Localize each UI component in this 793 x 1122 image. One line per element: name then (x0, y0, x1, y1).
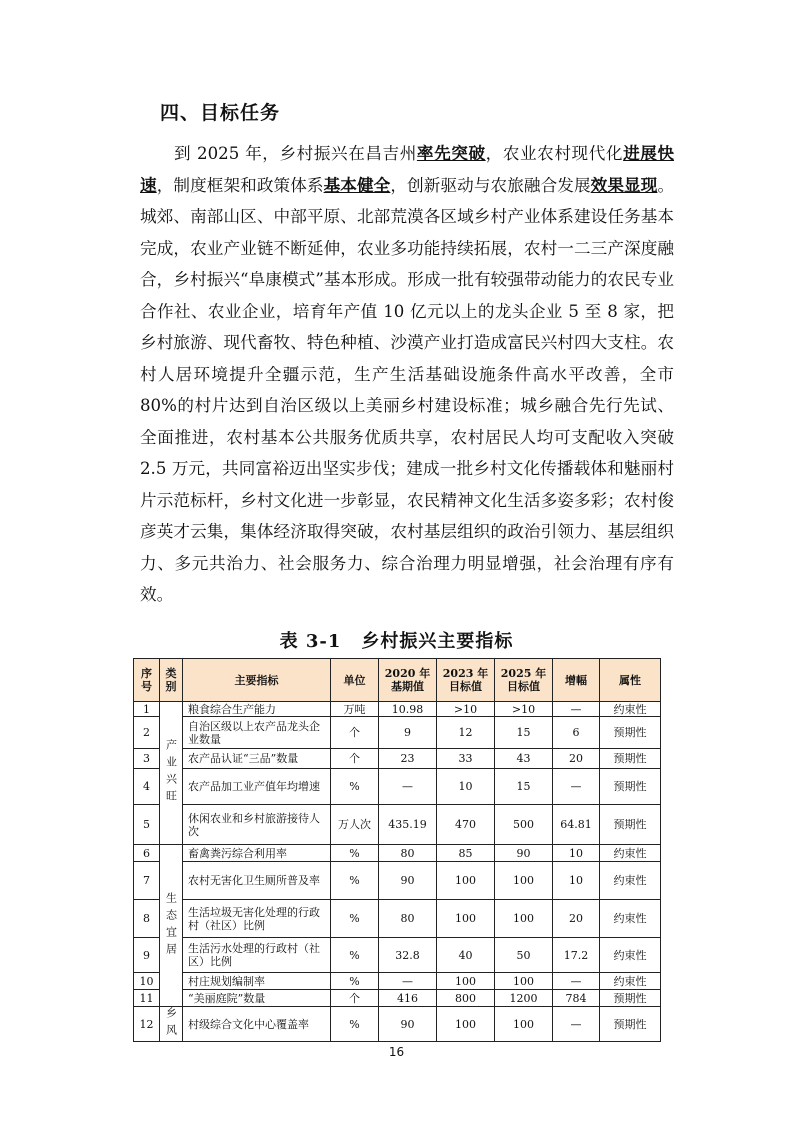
cell-2020: 9 (379, 717, 437, 749)
cell-2023: 800 (437, 990, 495, 1007)
cell-unit: 个 (331, 717, 379, 749)
cell-increase: 10 (553, 845, 600, 862)
table-header-row (134, 659, 661, 702)
cell-unit: % (331, 900, 379, 938)
cell-2025: 1200 (495, 990, 553, 1007)
cell-2020: 32.8 (379, 938, 437, 973)
cell-indicator: 生活垃圾无害化处理的行政村（社区）比例 (183, 900, 331, 938)
cell-2020: 90 (379, 862, 437, 900)
cell-2020: — (379, 769, 437, 805)
cell-seq: 10 (134, 973, 160, 990)
table-row (134, 845, 661, 862)
cell-indicator: “美丽庭院”数量 (183, 990, 331, 1007)
cell-indicator: 自治区级以上农产品龙头企业数量 (183, 717, 331, 749)
cell-unit: % (331, 1007, 379, 1042)
category-cell: 生态宜居 (160, 845, 183, 1007)
table-row (134, 769, 661, 805)
cell-unit: 个 (331, 749, 379, 769)
cell-2025: 100 (495, 973, 553, 990)
cell-2023: 40 (437, 938, 495, 973)
cell-attribute: 约束性 (600, 862, 661, 900)
header-2025: 2025 年目标值 (495, 659, 553, 702)
section-heading: 四、目标任务 (160, 102, 281, 124)
indicator-table (133, 658, 661, 1042)
cell-attribute: 预期性 (600, 749, 661, 769)
cell-2023: 85 (437, 845, 495, 862)
header-category: 类别 (160, 659, 183, 702)
cell-indicator: 农产品认证“三品”数量 (183, 749, 331, 769)
header-increase: 增幅 (553, 659, 600, 702)
header-seq: 序号 (134, 659, 160, 702)
cell-unit: 万人次 (331, 805, 379, 845)
page-number: 16 (388, 1045, 405, 1059)
cell-unit: 个 (331, 990, 379, 1007)
cell-2020: — (379, 973, 437, 990)
table-row (134, 717, 661, 749)
cell-indicator: 农村无害化卫生厕所普及率 (183, 862, 331, 900)
category-cell: 乡风 (160, 1007, 183, 1042)
cell-indicator: 休闲农业和乡村旅游接待人次 (183, 805, 331, 845)
cell-increase: 17.2 (553, 938, 600, 973)
para-emphasis-1: 率先突破 (416, 143, 486, 163)
cell-attribute: 预期性 (600, 990, 661, 1007)
cell-2023: 12 (437, 717, 495, 749)
cell-2023: 100 (437, 973, 495, 990)
cell-2025: 43 (495, 749, 553, 769)
para-text-1: 到 2025 年，乡村振兴在昌吉州 (174, 144, 417, 163)
cell-2020: 23 (379, 749, 437, 769)
header-indicator: 主要指标 (183, 659, 331, 702)
cell-2020: 80 (379, 900, 437, 938)
cell-unit: % (331, 845, 379, 862)
cell-unit: % (331, 938, 379, 973)
cell-2025: 500 (495, 805, 553, 845)
cell-2023: 10 (437, 769, 495, 805)
table-row (134, 990, 661, 1007)
cell-2023: 33 (437, 749, 495, 769)
header-unit: 单位 (331, 659, 379, 702)
cell-2020: 435.19 (379, 805, 437, 845)
cell-seq: 4 (134, 769, 160, 805)
cell-2025: 100 (495, 1007, 553, 1042)
cell-unit: 万吨 (331, 702, 379, 717)
para-text-2: ，农业农村现代化 (485, 144, 624, 163)
cell-2023: 100 (437, 862, 495, 900)
cell-unit: % (331, 769, 379, 805)
cell-indicator: 农产品加工业产值年均增速 (183, 769, 331, 805)
cell-2025: 50 (495, 938, 553, 973)
cell-2025: 15 (495, 717, 553, 749)
para-emphasis-2: 进展快速 (140, 143, 675, 195)
cell-attribute: 约束性 (600, 845, 661, 862)
cell-seq: 3 (134, 749, 160, 769)
cell-2025: 90 (495, 845, 553, 862)
cell-attribute: 约束性 (600, 900, 661, 938)
cell-seq: 8 (134, 900, 160, 938)
header-2020: 2020 年基期值 (379, 659, 437, 702)
cell-seq: 7 (134, 862, 160, 900)
cell-increase: — (553, 702, 600, 717)
table-row (134, 862, 661, 900)
cell-seq: 11 (134, 990, 160, 1007)
header-2023: 2023 年目标值 (437, 659, 495, 702)
cell-unit: % (331, 973, 379, 990)
cell-increase: 6 (553, 717, 600, 749)
body-paragraph (140, 138, 674, 611)
cell-indicator: 村庄规划编制率 (183, 973, 331, 990)
cell-seq: 6 (134, 845, 160, 862)
header-attribute: 属性 (600, 659, 661, 702)
table-row (134, 973, 661, 990)
table-caption-number: 表 3-1 (279, 631, 342, 652)
table-caption-title: 乡村振兴主要指标 (361, 631, 514, 652)
table-row (134, 938, 661, 973)
table-row (134, 805, 661, 845)
cell-attribute: 约束性 (600, 702, 661, 717)
cell-increase: — (553, 973, 600, 990)
cell-attribute: 预期性 (600, 769, 661, 805)
cell-2023: >10 (437, 702, 495, 717)
para-text-3: ，制度框架和政策体系 (156, 175, 324, 195)
cell-2020: 80 (379, 845, 437, 862)
cell-increase: — (553, 1007, 600, 1042)
cell-attribute: 约束性 (600, 938, 661, 973)
table-caption (0, 627, 793, 653)
cell-indicator: 粮食综合生产能力 (183, 702, 331, 717)
table-row (134, 1007, 661, 1042)
cell-increase: 20 (553, 749, 600, 769)
cell-2025: >10 (495, 702, 553, 717)
cell-seq: 1 (134, 702, 160, 717)
cell-indicator: 村级综合文化中心覆盖率 (183, 1007, 331, 1042)
cell-increase: — (553, 769, 600, 805)
cell-2020: 10.98 (379, 702, 437, 717)
cell-indicator: 生活污水处理的行政村（社区）比例 (183, 938, 331, 973)
cell-seq: 9 (134, 938, 160, 973)
cell-2025: 100 (495, 900, 553, 938)
table-row (134, 749, 661, 769)
cell-increase: 64.81 (553, 805, 600, 845)
cell-2023: 100 (437, 900, 495, 938)
category-cell: 产业兴旺 (160, 702, 183, 845)
cell-unit: % (331, 862, 379, 900)
cell-increase: 10 (553, 862, 600, 900)
cell-2025: 15 (495, 769, 553, 805)
cell-2025: 100 (495, 862, 553, 900)
cell-attribute: 预期性 (600, 717, 661, 749)
cell-2020: 90 (379, 1007, 437, 1042)
cell-seq: 2 (134, 717, 160, 749)
cell-2023: 470 (437, 805, 495, 845)
cell-indicator: 畜禽粪污综合利用率 (183, 845, 331, 862)
cell-2023: 100 (437, 1007, 495, 1042)
para-text-5: 。城郊、南部山区、中部平原、北部荒漠各区域乡村产业体系建设任务基本完成，农业产业链不断延伸，农业多功能持续拓展，农村一二三产深度融合，乡村振兴“阜康模式”基本形成。形成一批有较强带动能力的农民专业合作社、农业企业，培育年产值 10 亿元以上的龙头企业 5 至 8 家，把乡村旅游、现代畜牧、特色种植、沙漠产业打造成富民兴村四大支柱。农村人居环境提升全疆示范，生产生活基础设施条件高水平改善，全市 80%的村片达到自治区级以上美丽乡村建设标准；城乡融合先行先试、全面推进，农村基本公共服务优质共享，农村居民人均可支配收入突破 2.5 万元，共同富裕迈出坚实步伐；建成一批乡村文化传播载体和魅丽村片示范标杆，乡村文化进一步彰显，农民精神文化生活多姿多彩；农村俊彦英才云集，集体经济取得突破，农村基层组织的政治引领力、基层组织力、多元共治力、社会服务力、综合治理力明显增强，社会治理有序有效。 (140, 175, 675, 604)
cell-2020: 416 (379, 990, 437, 1007)
para-emphasis-4: 效果显现 (590, 174, 658, 195)
cell-attribute: 预期性 (600, 1007, 661, 1042)
cell-seq: 12 (134, 1007, 160, 1042)
para-emphasis-3: 基本健全 (323, 174, 391, 195)
cell-attribute: 预期性 (600, 805, 661, 845)
cell-increase: 784 (553, 990, 600, 1007)
para-text-4: ，创新驱动与农旅融合发展 (390, 175, 591, 195)
cell-increase: 20 (553, 900, 600, 938)
cell-seq: 5 (134, 805, 160, 845)
table-row (134, 900, 661, 938)
table-row (134, 702, 661, 717)
cell-attribute: 约束性 (600, 973, 661, 990)
